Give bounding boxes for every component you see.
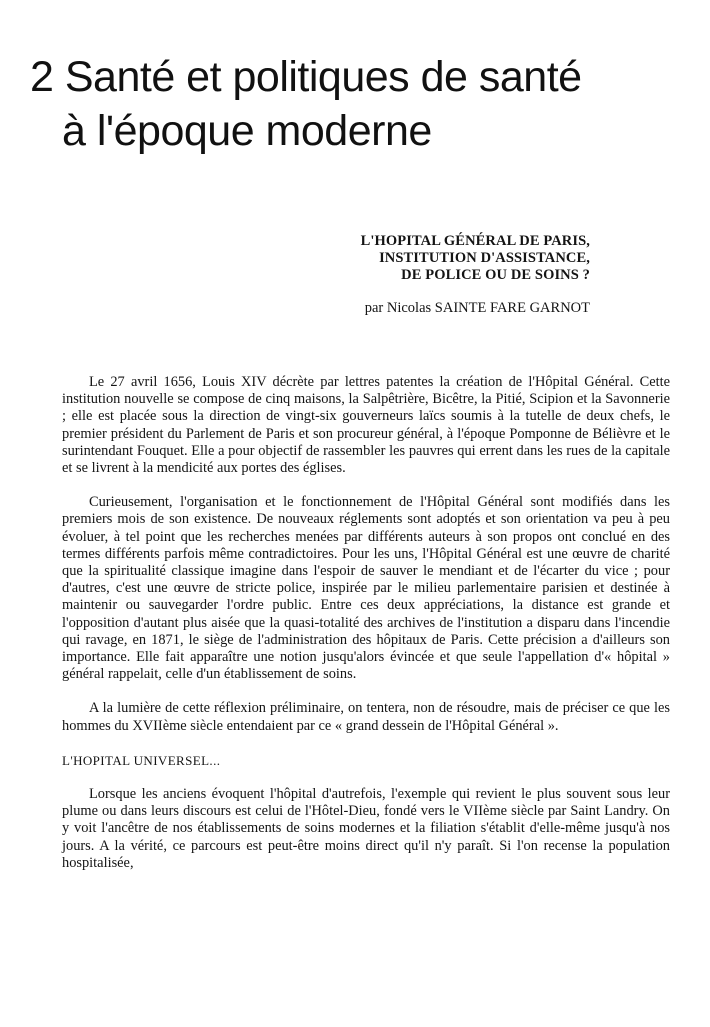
author-byline: par Nicolas SAINTE FARE GARNOT (364, 300, 590, 316)
paragraph-4: Lorsque les anciens évoquent l'hôpital d'autrefois, l'exemple qui revient le plus souvent sous leur plume ou dans leurs discours est celui de l'Hôtel-Dieu, fondé vers le VIIème siècle par Saint Landry. On y voit l'ancêtre de nos établissements de soins modernes et la filiation s'établit d'elle-même jusqu'à nos jours. A la vérité, ce parcours est peut-être moins direct qu'il n'y paraît. Si l'on recense la population hospitalisée, (62, 786, 670, 871)
chapter-title (30, 50, 670, 158)
article-title-line-3: DE POLICE OU DE SOINS ? (401, 267, 590, 283)
article-title-line-1: L'HOPITAL GÉNÉRAL DE PARIS, (360, 233, 590, 249)
article-body (62, 374, 670, 889)
paragraph-3: A la lumière de cette réflexion préliminaire, on tentera, non de résoudre, mais de préciser ce que les hommes du XVIIème siècle entendaient par ce « grand dessein de l'Hôpital Général ». (62, 700, 670, 734)
chapter-title-line-1: 2 Santé et politiques de santé (30, 53, 582, 101)
article-header (230, 233, 590, 317)
article-title (230, 233, 590, 284)
article-title-line-2: INSTITUTION D'ASSISTANCE, (379, 250, 590, 266)
paragraph-1: Le 27 avril 1656, Louis XIV décrète par lettres patentes la création de l'Hôpital Général. Cette institution nouvelle se compose de cinq maisons, la Salpêtrière, Bicêtre, la Pitié, Scipion et la Savonnerie ; elle est placée sous la direction de vingt-six gouverneurs laïcs soumis à la tutelle de deux chefs, le premier président du Parlement de Paris et son procureur général, à l'époque Pomponne de Bélièvre et le surintendant Fouquet. Elle a pour objectif de rassembler les pauvres qui errent dans les rues de la capitale et se livrent à la mendicité aux portes des églises. (62, 374, 670, 477)
chapter-title-line-2: à l'époque moderne (62, 107, 432, 155)
paragraph-2: Curieusement, l'organisation et le fonctionnement de l'Hôpital Général sont modifiés dans les premiers mois de son existence. De nouveaux réglements sont adoptés et son orientation va peu à peu évoluer, à tel point que les recherches menées par différents auteurs à son propos ont conclué en des termes différents parfois même contradictoires. Pour les uns, l'Hôpital Général est une œuvre de charité que la spiritualité classique imagine dans l'espoir de sauver le mendiant et de l'écarter du vice ; pour d'autres, c'est une œuvre de stricte police, inspirée par le milieu parlementaire parisien et destinée à maintenir ou sauvegarder l'ordre public. Entre ces deux appréciations, la distance est grande et l'opposition d'autant plus aisée que la quasi-totalité des archives de l'institution a disparu dans l'incendie qui ravage, en 1871, le siège de l'administration des hôpitaux de Paris. Cette précision a d'ailleurs son importance. Elle fait apparaître une notion jusqu'alors évincée et que seule l'appellation d'« hôpital » général rappelait, celle d'un établissement de soins. (62, 494, 670, 683)
section-heading: L'HOPITAL UNIVERSEL... (62, 752, 221, 768)
